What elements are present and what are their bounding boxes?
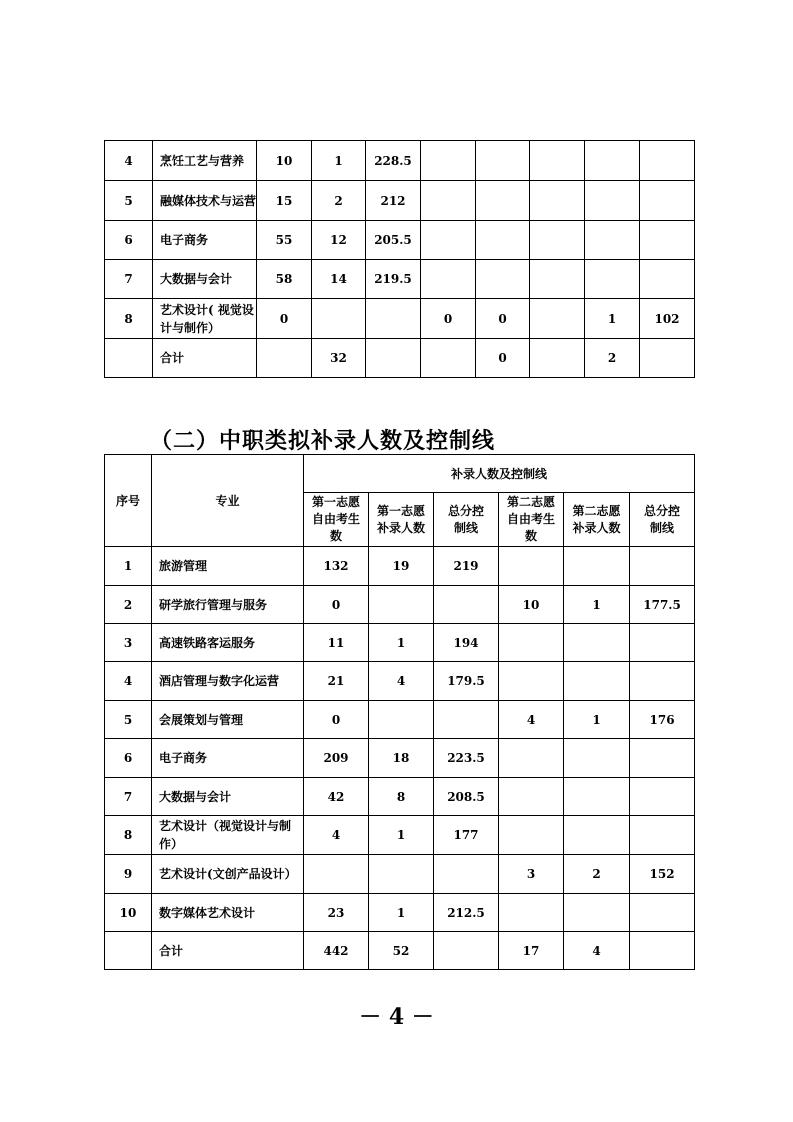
- cell-c4: [499, 547, 564, 586]
- table-row: [105, 816, 695, 855]
- cell-c5: [564, 739, 630, 778]
- cell-c1: 0: [257, 299, 312, 339]
- cell-c2: 52: [369, 932, 434, 970]
- row-number: 3: [105, 624, 152, 662]
- cell-c6: [530, 339, 585, 378]
- cell-c1: 209: [304, 739, 369, 778]
- cell-c6: 176: [630, 701, 695, 739]
- cell-c2: [369, 855, 434, 894]
- row-number: 6: [105, 221, 153, 260]
- major-name: 研学旅行管理与服务: [152, 586, 304, 624]
- major-name: 艺术设计（视觉设计与制作）: [152, 816, 304, 855]
- table-row: [105, 855, 695, 894]
- cell-c1: 4: [304, 816, 369, 855]
- cell-c1: 55: [257, 221, 312, 260]
- cell-c3: 205.5: [366, 221, 421, 260]
- row-number: 7: [105, 778, 152, 816]
- cell-c6: [630, 778, 695, 816]
- cell-c1: [304, 855, 369, 894]
- cell-c5: 0: [476, 299, 530, 339]
- cell-c4: [421, 339, 476, 378]
- cell-c5: [476, 181, 530, 221]
- cell-c4: [499, 624, 564, 662]
- cell-c2: [369, 701, 434, 739]
- cell-c5: 2: [564, 855, 630, 894]
- cell-c7: [585, 181, 640, 221]
- cell-c5: 4: [564, 932, 630, 970]
- major-name: 大数据与会计: [152, 778, 304, 816]
- cell-c1: 132: [304, 547, 369, 586]
- table-row: [105, 260, 695, 299]
- header-col-4: 第二志愿自由考生数: [499, 493, 564, 547]
- major-name: 电子商务: [153, 221, 257, 260]
- cell-c2: 32: [312, 339, 366, 378]
- cell-c3: 212.5: [434, 894, 499, 932]
- cell-c5: [564, 778, 630, 816]
- header-col-5: 第二志愿补录人数: [564, 493, 630, 547]
- table-row: [105, 221, 695, 260]
- cell-c3: 228.5: [366, 141, 421, 181]
- cell-c7: [585, 221, 640, 260]
- cell-c8: [640, 221, 695, 260]
- row-number: 10: [105, 894, 152, 932]
- cell-c6: [530, 299, 585, 339]
- cell-c2: 1: [369, 894, 434, 932]
- table-row: [105, 894, 695, 932]
- cell-c5: [564, 662, 630, 701]
- cell-c2: 14: [312, 260, 366, 299]
- cell-c8: [640, 260, 695, 299]
- row-number: 2: [105, 586, 152, 624]
- cell-c4: [421, 181, 476, 221]
- cell-c3: [434, 932, 499, 970]
- major-name: 电子商务: [152, 739, 304, 778]
- major-name: 酒店管理与数字化运营: [152, 662, 304, 701]
- cell-c5: 1: [564, 586, 630, 624]
- major-name: 数字媒体艺术设计: [152, 894, 304, 932]
- cell-c2: [369, 586, 434, 624]
- table-row: [105, 586, 695, 624]
- cell-c2: 19: [369, 547, 434, 586]
- admission-table-continued: [104, 140, 695, 378]
- cell-c6: 177.5: [630, 586, 695, 624]
- cell-c4: 17: [499, 932, 564, 970]
- major-name: 融媒体技术与运营: [153, 181, 257, 221]
- row-number: 5: [105, 701, 152, 739]
- vocational-admission-table: [104, 454, 695, 970]
- cell-c1: 11: [304, 624, 369, 662]
- cell-c6: [630, 547, 695, 586]
- cell-c6: [630, 932, 695, 970]
- cell-c4: [421, 141, 476, 181]
- cell-c5: 1: [564, 701, 630, 739]
- cell-c4: 3: [499, 855, 564, 894]
- cell-c4: [499, 662, 564, 701]
- cell-c3: 212: [366, 181, 421, 221]
- cell-c1: 0: [304, 701, 369, 739]
- table-row: [105, 932, 695, 970]
- cell-c2: 8: [369, 778, 434, 816]
- major-name: 艺术设计( 视觉设计与制作）: [153, 299, 257, 339]
- header-col-1: 第一志愿自由考生数: [304, 493, 369, 547]
- cell-c4: 4: [499, 701, 564, 739]
- cell-c2: 1: [369, 624, 434, 662]
- row-number: 9: [105, 855, 152, 894]
- major-name: 高速铁路客运服务: [152, 624, 304, 662]
- cell-c2: 18: [369, 739, 434, 778]
- section-title: （二）中职类拟补录人数及控制线: [150, 429, 496, 454]
- cell-c3: [434, 701, 499, 739]
- table-row: [105, 339, 695, 378]
- header-group: 补录人数及控制线: [304, 455, 695, 493]
- header-col-3: 总分控制线: [434, 493, 499, 547]
- row-number: [105, 339, 153, 378]
- cell-c1: [257, 339, 312, 378]
- cell-c5: [476, 221, 530, 260]
- cell-c3: 219: [434, 547, 499, 586]
- table-row: [105, 141, 695, 181]
- cell-c2: 1: [312, 141, 366, 181]
- header-col-6: 总分控制线: [630, 493, 695, 547]
- cell-c3: 219.5: [366, 260, 421, 299]
- table-row: [105, 181, 695, 221]
- cell-c3: 194: [434, 624, 499, 662]
- cell-c3: [434, 855, 499, 894]
- cell-c2: 12: [312, 221, 366, 260]
- row-number: 7: [105, 260, 153, 299]
- cell-c7: [585, 260, 640, 299]
- row-number: 6: [105, 739, 152, 778]
- table-row: [105, 624, 695, 662]
- cell-c4: [421, 260, 476, 299]
- row-number: 4: [105, 662, 152, 701]
- page-number: － 4 －: [359, 1004, 434, 1030]
- table-row: [105, 701, 695, 739]
- cell-c6: [630, 624, 695, 662]
- cell-c5: 0: [476, 339, 530, 378]
- cell-c6: 152: [630, 855, 695, 894]
- cell-c6: [530, 141, 585, 181]
- cell-c5: [564, 624, 630, 662]
- cell-c7: 2: [585, 339, 640, 378]
- cell-c1: 442: [304, 932, 369, 970]
- cell-c2: 2: [312, 181, 366, 221]
- cell-c2: 4: [369, 662, 434, 701]
- cell-c7: [585, 141, 640, 181]
- cell-c3: 208.5: [434, 778, 499, 816]
- cell-c8: [640, 141, 695, 181]
- cell-c8: 102: [640, 299, 695, 339]
- cell-c6: [630, 662, 695, 701]
- cell-c6: [530, 260, 585, 299]
- cell-c3: 177: [434, 816, 499, 855]
- cell-c7: 1: [585, 299, 640, 339]
- cell-c2: [312, 299, 366, 339]
- table2-body: [105, 547, 695, 970]
- cell-c1: 21: [304, 662, 369, 701]
- major-name: 艺术设计(文创产品设计）: [152, 855, 304, 894]
- table-row: [105, 299, 695, 339]
- table-row: [105, 662, 695, 701]
- cell-c1: 58: [257, 260, 312, 299]
- cell-c1: 0: [304, 586, 369, 624]
- cell-c1: 42: [304, 778, 369, 816]
- cell-c4: 10: [499, 586, 564, 624]
- cell-c3: 223.5: [434, 739, 499, 778]
- cell-c1: 23: [304, 894, 369, 932]
- cell-c6: [530, 221, 585, 260]
- row-number: 5: [105, 181, 153, 221]
- header-no: 序号: [105, 455, 152, 547]
- cell-c4: [499, 739, 564, 778]
- cell-c6: [630, 894, 695, 932]
- major-name: 大数据与会计: [153, 260, 257, 299]
- table1-body: [105, 141, 695, 378]
- row-number: 1: [105, 547, 152, 586]
- cell-c3: [434, 586, 499, 624]
- cell-c3: [366, 299, 421, 339]
- row-number: 8: [105, 816, 152, 855]
- cell-c5: [564, 816, 630, 855]
- major-name: 会展策划与管理: [152, 701, 304, 739]
- header-major: 专业: [152, 455, 304, 547]
- row-number: [105, 932, 152, 970]
- cell-c6: [630, 816, 695, 855]
- cell-c1: 15: [257, 181, 312, 221]
- row-number: 4: [105, 141, 153, 181]
- cell-c5: [476, 141, 530, 181]
- cell-c2: 1: [369, 816, 434, 855]
- major-name: 合计: [153, 339, 257, 378]
- cell-c1: 10: [257, 141, 312, 181]
- cell-c8: [640, 339, 695, 378]
- cell-c5: [564, 894, 630, 932]
- major-name: 旅游管理: [152, 547, 304, 586]
- major-name: 合计: [152, 932, 304, 970]
- cell-c3: [366, 339, 421, 378]
- row-number: 8: [105, 299, 153, 339]
- cell-c6: [630, 739, 695, 778]
- table-row: [105, 778, 695, 816]
- table-row: [105, 739, 695, 778]
- cell-c3: 179.5: [434, 662, 499, 701]
- cell-c4: 0: [421, 299, 476, 339]
- major-name: 烹饪工艺与营养: [153, 141, 257, 181]
- cell-c4: [499, 894, 564, 932]
- cell-c5: [564, 547, 630, 586]
- cell-c5: [476, 260, 530, 299]
- cell-c4: [499, 778, 564, 816]
- table-row: [105, 547, 695, 586]
- cell-c6: [530, 181, 585, 221]
- cell-c4: [499, 816, 564, 855]
- header-col-2: 第一志愿补录人数: [369, 493, 434, 547]
- cell-c4: [421, 221, 476, 260]
- cell-c8: [640, 181, 695, 221]
